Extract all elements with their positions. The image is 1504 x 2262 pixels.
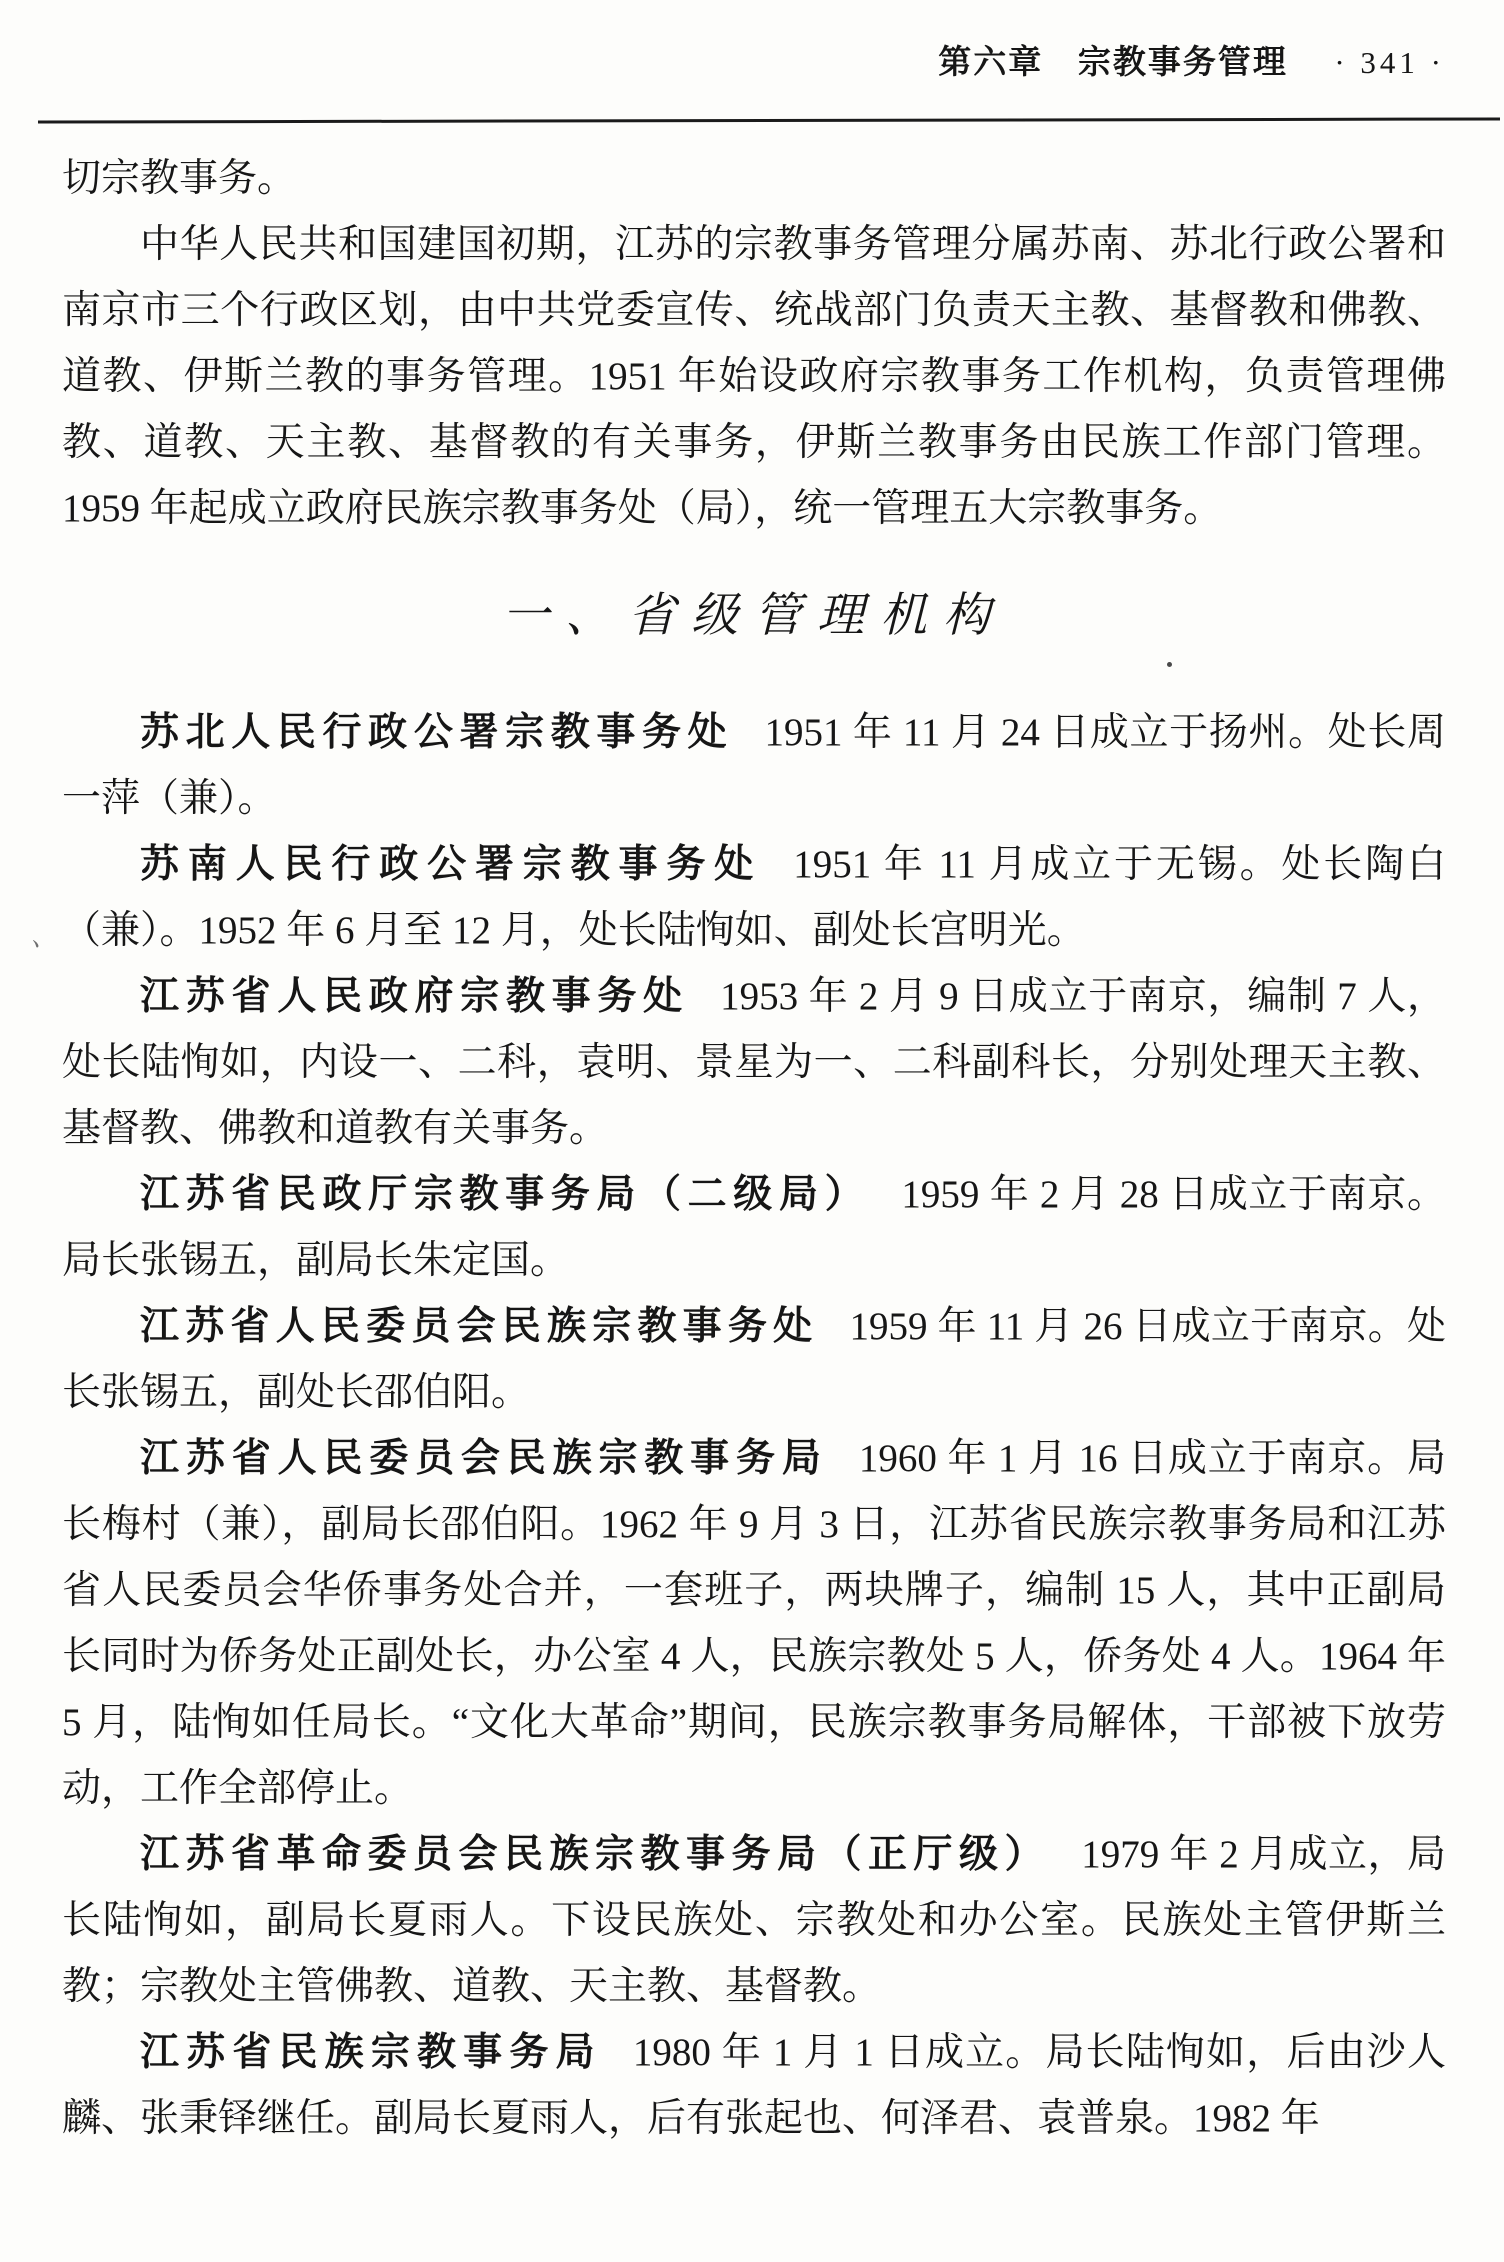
page-number: · 341 · xyxy=(1334,45,1445,80)
entry-renmin-weiyuanhui-chu xyxy=(62,1294,1446,1426)
entry-sunan-chu xyxy=(62,832,1446,964)
running-head xyxy=(938,42,1445,83)
entry-name: 江苏省人民委员会民族宗教事务处 xyxy=(140,1305,819,1348)
carryover-line: 切宗教事务。 xyxy=(62,157,297,200)
entry-body: 1960 年 1 月 16 日成立于南京。局长梅村（兼），副局长邵伯阳。1962 年 9 月 3 日，江苏省民族宗教事务局和江苏省人民委员会华侨事务处合并，一套班子，两块牌子，编制 15 人，其中正副局长同时为侨务处正副处长，办公室 4 人，民族宗教处 5 人，侨务处 4 人。1964 年 5 月，陆恂如任局长。“文化大革命”期间，民族宗教事务局解体，干部被下放劳动，工作全部停止。 xyxy=(62,1437,1446,1810)
header-rule xyxy=(38,117,1500,123)
entry-renmin-weiyuanhui-ju xyxy=(62,1426,1446,1822)
entry-body: 1951 年 11 月 24 日成立于扬州。处长周一萍（兼）。 xyxy=(62,711,1446,820)
entry-body: 1953 年 2 月 9 日成立于南京，编制 7 人，处长陆恂如，内设一、二科，袁明、景星为一、二科副科长，分别处理天主教、基督教、佛教和道教有关事务。 xyxy=(62,975,1446,1150)
entry-name: 江苏省人民政府宗教事务处 xyxy=(140,975,689,1018)
entry-name: 江苏省民族宗教事务局 xyxy=(140,2031,602,2074)
entry-minzheng-ting-ju xyxy=(62,1162,1446,1294)
section-heading: 一、省级管理机构 xyxy=(502,590,1006,642)
entry-name: 江苏省民政厅宗教事务局（二级局） xyxy=(140,1173,871,1216)
entry-name: 苏北人民行政公署宗教事务处 xyxy=(140,711,734,754)
chapter-title: 宗教事务管理 xyxy=(1077,43,1288,80)
entry-minzu-zongjiao-shiwuju xyxy=(62,2020,1446,2152)
entry-name: 江苏省人民委员会民族宗教事务局 xyxy=(140,1437,828,1480)
entry-body: 1959 年 2 月 28 日成立于南京。局长张锡五，副局长朱定国。 xyxy=(62,1173,1446,1282)
page-body xyxy=(62,146,1446,2152)
entry-body: 1959 年 11 月 26 日成立于南京。处长张锡五，副处长邵伯阳。 xyxy=(62,1305,1446,1414)
entry-name: 苏南人民行政公署宗教事务处 xyxy=(140,843,763,886)
entry-subei-chu xyxy=(62,700,1446,832)
entry-body: 1951 年 11 月成立于无锡。处长陶白（兼）。1952 年 6 月至 12 月，处长陆恂如、副处长宫明光。 xyxy=(62,843,1446,952)
entry-body: 1980 年 1 月 1 日成立。局长陆恂如，后由沙人麟、张秉铎继任。副局长夏雨人，后有张起也、何泽君、袁普泉。1982 年 xyxy=(62,2031,1446,2140)
entry-body: 1979 年 2 月成立，局长陆恂如，副局长夏雨人。下设民族处、宗教处和办公室。民族处主管伊斯兰教；宗教处主管佛教、道教、天主教、基督教。 xyxy=(62,1833,1446,2008)
entry-sheng-renmin-zhengfu-chu xyxy=(62,964,1446,1162)
entry-geming-weiyuanhui-ju xyxy=(62,1822,1446,2020)
intro-paragraph: 中华人民共和国建国初期，江苏的宗教事务管理分属苏南、苏北行政公署和南京市三个行政区划，由中共党委宣传、统战部门负责天主教、基督教和佛教、道教、伊斯兰教的事务管理。1951 年始设政府宗教事务工作机构，负责管理佛教、道教、天主教、基督教的有关事务，伊斯兰教事务由民族工作部门管理。1959 年起成立政府民族宗教事务处（局），统一管理五大宗教事务。 xyxy=(62,223,1446,530)
chapter-number: 第六章 xyxy=(938,43,1044,80)
entry-name: 江苏省革命委员会民族宗教事务局（正厅级） xyxy=(140,1833,1051,1876)
scan-artifact-margin-tick: 、 xyxy=(29,921,62,956)
